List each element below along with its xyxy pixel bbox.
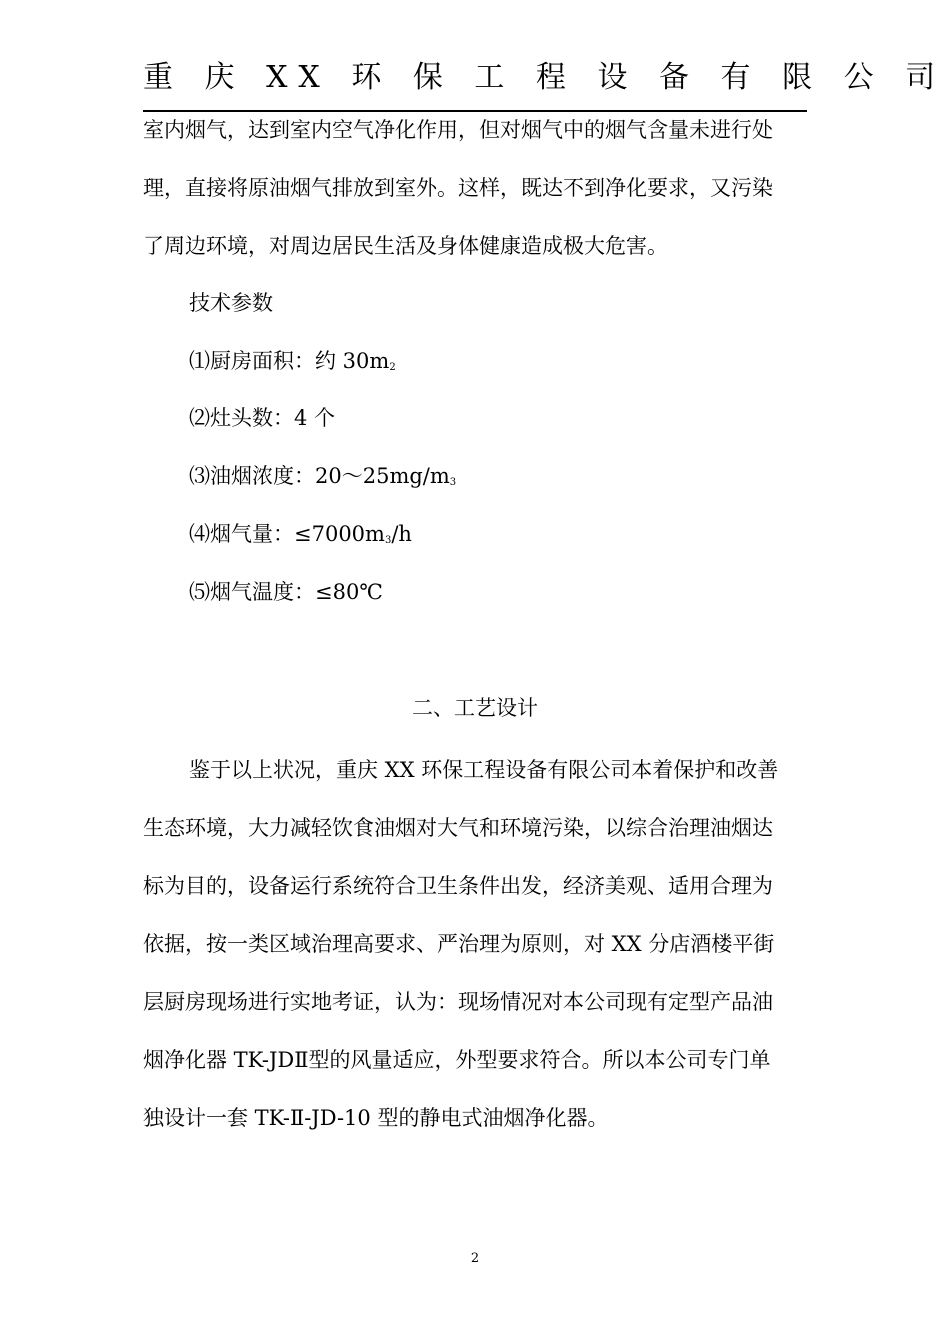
param-concentration bbox=[189, 461, 807, 498]
tech-params-heading: 技术参数 bbox=[189, 291, 273, 315]
param-flow-tail: /h bbox=[391, 522, 412, 546]
body-line-3: 标为目的，设备运行系统符合卫生条件出发，经济美观、适用合理为 bbox=[143, 874, 773, 898]
param-flow bbox=[189, 519, 807, 556]
body-line-5: 层厨房现场进行实地考证，认为：现场情况对本公司现有定型产品油 bbox=[143, 990, 773, 1014]
param-kitchen-area-text: ⑴厨房面积：约 30m bbox=[189, 349, 390, 373]
section-title-process-design: 二、工艺设计 bbox=[412, 696, 538, 720]
intro-line-1: 室内烟气，达到室内空气净化作用，但对烟气中的烟气含量未进行处 bbox=[143, 118, 773, 142]
param-flow-text: ⑷烟气量：≤7000m bbox=[189, 522, 385, 546]
param-burners: ⑵灶头数：4 个 bbox=[189, 406, 336, 430]
param-concentration-text: ⑶油烟浓度：20～25mg/m bbox=[189, 464, 450, 488]
body-line-2: 生态环境，大力减轻饮食油烟对大气和环境污染，以综合治理油烟达 bbox=[143, 816, 773, 840]
company-header-title: 重 庆 XX 环 保 工 程 设 备 有 限 公 司 bbox=[143, 60, 947, 95]
param-kitchen-area bbox=[189, 346, 807, 383]
body-line-1: 鉴于以上状况，重庆 XX 环保工程设备有限公司本着保护和改善 bbox=[189, 758, 779, 782]
param-temperature: ⑸烟气温度：≤80℃ bbox=[189, 580, 383, 604]
intro-line-2: 理，直接将原油烟气排放到室外。这样，既达不到净化要求，又污染 bbox=[143, 176, 773, 200]
intro-line-3: 了周边环境，对周边居民生活及身体健康造成极大危害。 bbox=[143, 234, 668, 258]
param-concentration-unit-exponent: 3 bbox=[449, 477, 457, 488]
param-flow-unit-exponent: 3 bbox=[384, 535, 392, 546]
header-divider bbox=[143, 110, 807, 112]
body-line-7: 独设计一套 TK-Ⅱ-JD-10 型的静电式油烟净化器。 bbox=[143, 1106, 609, 1130]
body-line-4: 依据，按一类区域治理高要求、严治理为原则，对 XX 分店酒楼平街 bbox=[143, 932, 775, 956]
body-line-6: 烟净化器 TK-JDⅡ型的风量适应，外型要求符合。所以本公司专门单 bbox=[143, 1048, 771, 1072]
param-kitchen-area-unit-exponent: 2 bbox=[389, 362, 396, 373]
page-number: 2 bbox=[470, 1251, 480, 1266]
